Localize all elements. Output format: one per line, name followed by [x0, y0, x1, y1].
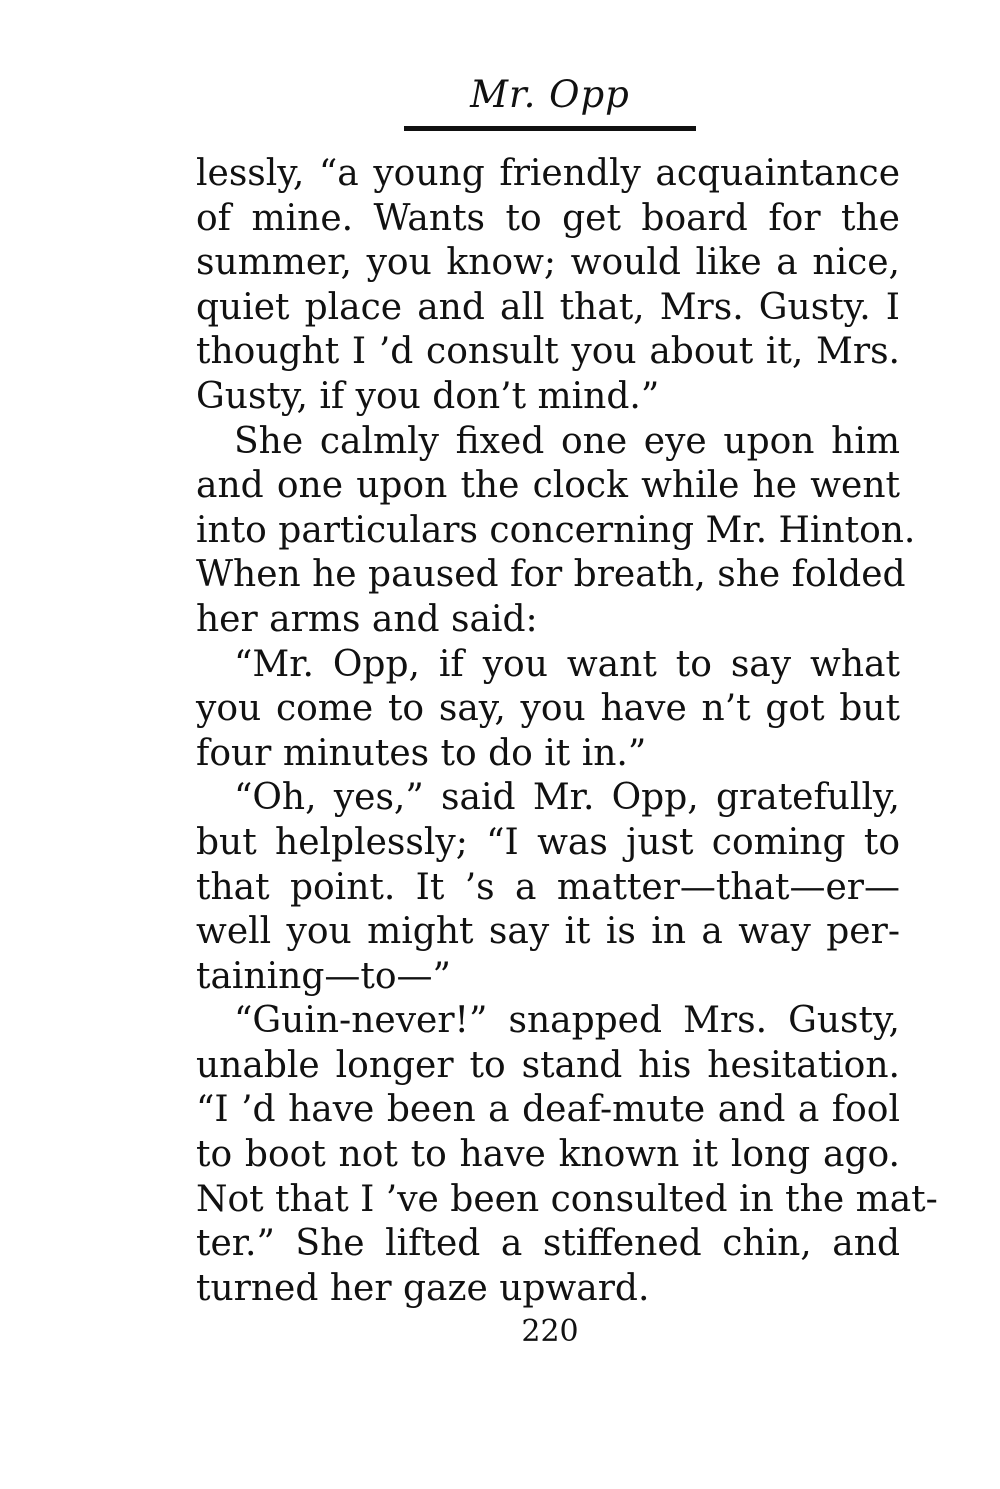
text-line: into particulars concerning Mr. Hinton. [196, 509, 916, 551]
text-line: ter.” She lifted a stiffened chin, and [196, 1223, 900, 1265]
text-line: turned her gaze upward. [196, 1267, 650, 1309]
text-line: that point. It ’s a matter—that—er— [196, 866, 900, 908]
paragraph-start-line: “Guin-never!” snapped Mrs. Gusty, [234, 1000, 900, 1042]
text-line: four minutes to do it in.” [196, 732, 647, 774]
text-line: Gusty, if you don’t mind.” [196, 375, 660, 417]
text-line: taining—to—” [196, 955, 451, 997]
text-line: lessly, “a young friendly acquaintance [196, 153, 900, 194]
body-text [196, 152, 938, 1311]
paragraph-start-line: “Oh, yes,” said Mr. Opp, gratefully, [234, 777, 900, 819]
text-line: Not that I ’ve been consulted in the mat- [196, 1178, 938, 1220]
running-head: Mr. Opp [470, 73, 630, 116]
text-line: thought I ’d consult you about it, Mrs. [196, 331, 900, 373]
text-line: When he paused for breath, she folded [196, 554, 906, 596]
page-number: 220 [521, 1314, 579, 1349]
paragraph-start-line: She calmly fixed one eye upon him [234, 420, 900, 462]
text-line: her arms and said: [196, 598, 538, 640]
text-line: “I ’d have been a deaf-mute and a fool [196, 1089, 900, 1131]
head-rule [404, 126, 696, 131]
text-line: to boot not to have known it long ago. [196, 1134, 900, 1176]
text-line: well you might say it is in a way per- [196, 911, 900, 953]
text-line: of mine. Wants to get board for the [196, 197, 900, 239]
text-line: quiet place and all that, Mrs. Gusty. I [196, 286, 900, 328]
text-line: unable longer to stand his hesitation. [196, 1044, 900, 1086]
text-line: but helplessly; “I was just coming to [196, 821, 900, 863]
text-line: you come to say, you have n’t got but [196, 688, 900, 730]
paragraph-start-line: “Mr. Opp, if you want to say what [234, 643, 900, 685]
text-line: summer, you know; would like a nice, [196, 242, 900, 284]
text-line: and one upon the clock while he went [196, 465, 900, 507]
